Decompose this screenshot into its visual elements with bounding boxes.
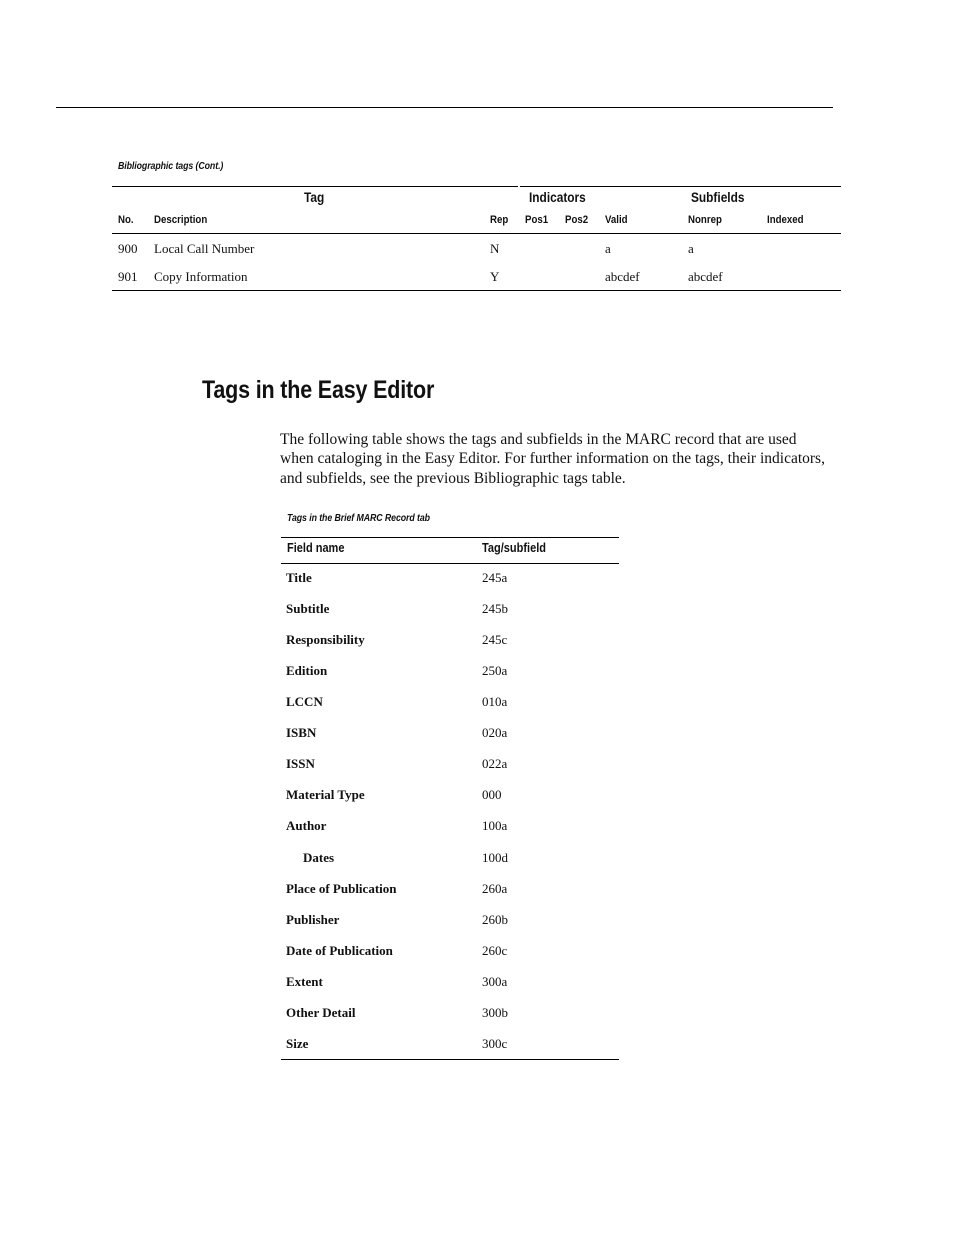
tag-subfield: 245b — [482, 601, 508, 616]
group-header-subfields: Subfields — [691, 190, 745, 205]
col-header-no: No. — [118, 214, 134, 226]
tag-subfield: 300b — [482, 1005, 508, 1020]
tag-subfield: 260c — [482, 943, 508, 958]
field-name: Title — [286, 570, 312, 585]
field-name: ISBN — [286, 725, 317, 740]
table-bottom-rule — [281, 1059, 619, 1060]
tag-subfield: 100a — [482, 818, 508, 833]
section-heading: Tags in the Easy Editor — [202, 376, 435, 404]
table-row — [281, 1005, 619, 1036]
header-rule — [56, 107, 833, 108]
field-name: Other Detail — [286, 1005, 356, 1020]
table-row — [281, 881, 619, 912]
table-row — [281, 787, 619, 818]
row-900-valid: a — [605, 241, 611, 256]
col-header-tag-subfield: Tag/subfield — [482, 541, 546, 555]
table-row — [281, 663, 619, 694]
row-900-rep: N — [490, 241, 500, 256]
bib-table-caption: Bibliographic tags (Cont.) — [118, 161, 224, 172]
tag-subfield: 000 — [482, 787, 502, 802]
tag-subfield: 250a — [482, 663, 508, 678]
row-900-nonrep: a — [688, 241, 694, 256]
row-901-rep: Y — [490, 269, 500, 284]
group-header-indicators: Indicators — [529, 190, 586, 205]
table-row — [281, 850, 619, 881]
field-name: Size — [286, 1036, 309, 1051]
field-name: Place of Publication — [286, 881, 397, 896]
field-name: ISSN — [286, 756, 315, 771]
row-901-valid: abcdef — [605, 269, 640, 284]
tag-subfield: 300c — [482, 1036, 508, 1051]
col-header-nonrep: Nonrep — [688, 214, 722, 226]
row-901-no: 901 — [118, 269, 138, 284]
header-bottom-rule — [112, 233, 841, 234]
table-top-rule — [112, 186, 841, 187]
col-header-valid: Valid — [605, 214, 628, 226]
table-bottom-rule — [112, 290, 841, 291]
bibliographic-tags-table — [112, 186, 841, 291]
table-row — [281, 1036, 619, 1067]
table-row — [281, 912, 619, 943]
tag-subfield: 245c — [482, 632, 508, 647]
table-row — [281, 725, 619, 756]
table-row — [281, 943, 619, 974]
row-901-nonrep: abcdef — [688, 269, 723, 284]
field-name: Date of Publication — [286, 943, 393, 958]
field-name: Extent — [286, 974, 323, 989]
group-header-tag: Tag — [304, 190, 325, 205]
col-header-indexed: Indexed — [767, 214, 804, 226]
tag-subfield: 010a — [482, 694, 508, 709]
col-header-pos2: Pos2 — [565, 214, 589, 226]
tag-subfield: 260a — [482, 881, 508, 896]
field-name: Dates — [303, 850, 335, 865]
table-row — [281, 694, 619, 725]
field-name: Material Type — [286, 787, 365, 802]
table-top-rule — [281, 537, 619, 538]
column-group-gap — [518, 186, 520, 291]
table-row — [281, 632, 619, 663]
header-bottom-rule — [281, 563, 619, 564]
row-901-description: Copy Information — [154, 269, 248, 284]
field-name: Responsibility — [286, 632, 365, 647]
field-name: Author — [286, 818, 327, 833]
col-header-description: Description — [154, 214, 208, 226]
col-header-rep: Rep — [490, 214, 509, 226]
easy-table-caption: Tags in the Brief MARC Record tab — [287, 513, 430, 524]
field-name: Edition — [286, 663, 328, 678]
intro-paragraph: The following table shows the tags and subfields in the MARC record that are used when cataloging in the Easy Editor. For further information on the tags, their indicators, and subfields, see the previous Bibliographic tags table. — [280, 431, 825, 487]
col-header-field-name: Field name — [287, 541, 345, 555]
tag-subfield: 022a — [482, 756, 508, 771]
table-row — [281, 756, 619, 787]
tag-subfield: 020a — [482, 725, 508, 740]
tag-subfield: 245a — [482, 570, 508, 585]
field-name: LCCN — [286, 694, 323, 709]
row-900-description: Local Call Number — [154, 241, 255, 256]
table-row — [281, 974, 619, 1005]
tag-subfield: 260b — [482, 912, 508, 927]
field-name: Publisher — [286, 912, 340, 927]
table-row — [281, 601, 619, 632]
row-900-no: 900 — [118, 241, 138, 256]
tag-subfield: 300a — [482, 974, 508, 989]
table-row — [281, 818, 619, 849]
tag-subfield: 100d — [482, 850, 508, 865]
table-row — [281, 570, 619, 601]
col-header-pos1: Pos1 — [525, 214, 549, 226]
field-name: Subtitle — [286, 601, 330, 616]
